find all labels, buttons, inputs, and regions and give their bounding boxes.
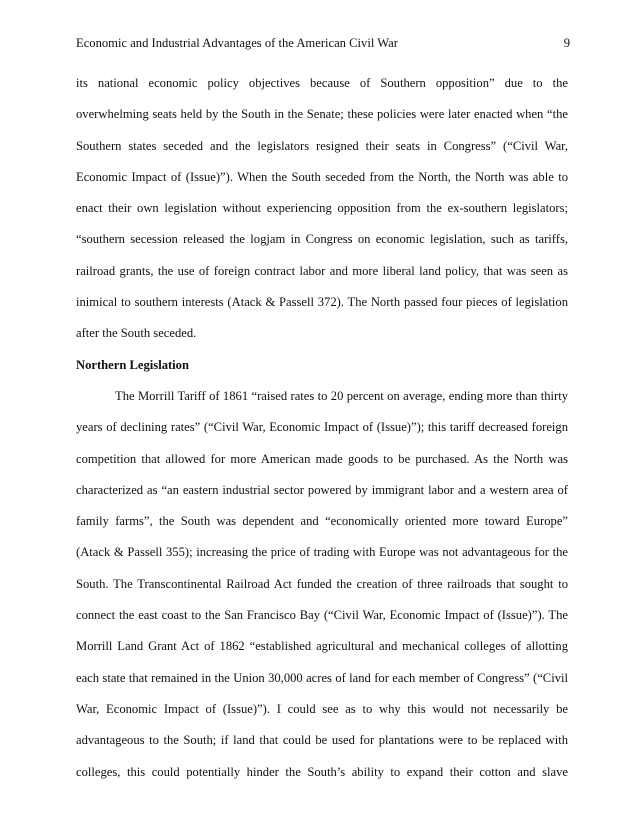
- body-line-last: after the South seceded.: [76, 326, 197, 341]
- body-line: Economic Impact of (Issue)”). When the South seceded from the North, the North was able to: [76, 169, 568, 184]
- body-line: connect the east coast to the San Francisco Bay (“Civil War, Economic Impact of (Issue)”). The: [76, 608, 568, 623]
- body-line: colleges, this could potentially hinder the South’s ability to expand their cotton and slave: [76, 764, 568, 779]
- body-line: years of declining rates” (“Civil War, Economic Impact of (Issue)”); this tariff decreased foreign: [76, 420, 568, 435]
- body-line: competition that allowed for more American made goods to be purchased. As the North was: [76, 451, 568, 466]
- body-line: War, Economic Impact of (Issue)”). I could see as to why this would not necessarily be: [76, 701, 568, 716]
- section-heading: Northern Legislation: [76, 357, 189, 372]
- body-text: [76, 73, 568, 793]
- body-line: inimical to southern interests (Atack & Passell 372). The North passed four pieces of legislation: [76, 295, 568, 310]
- running-head-title: Economic and Industrial Advantages of the American Civil War: [76, 36, 398, 50]
- body-line: “southern secession released the logjam in Congress on economic legislation, such as tariffs,: [76, 232, 568, 247]
- body-line: characterized as “an eastern industrial sector powered by immigrant labor and a western area of: [76, 482, 568, 497]
- body-line: each state that remained in the Union 30,000 acres of land for each member of Congress” (“Civil: [76, 670, 568, 685]
- body-line: Southern states seceded and the legislators resigned their seats in Congress” (“Civil War,: [76, 138, 568, 153]
- body-line: railroad grants, the use of foreign contract labor and more liberal land policy, that was seen as: [76, 263, 568, 278]
- body-line-indented: The Morrill Tariff of 1861 “raised rates to 20 percent on average, ending more than thirty: [115, 388, 568, 403]
- body-line: advantageous to the South; if land that could be used for plantations were to be replaced with: [76, 733, 568, 748]
- body-line: Morrill Land Grant Act of 1862 “established agricultural and mechanical colleges of allotting: [76, 639, 568, 654]
- body-line: enact their own legislation without experiencing opposition from the ex-southern legislators;: [76, 201, 568, 216]
- page-number: 9: [563, 36, 570, 50]
- body-line: South. The Transcontinental Railroad Act funded the creation of three railroads that sought to: [76, 576, 568, 591]
- body-line: overwhelming seats held by the South in the Senate; these policies were later enacted when “the: [76, 107, 568, 122]
- body-line: (Atack & Passell 355); increasing the price of trading with Europe was not advantageous for the: [76, 545, 568, 560]
- body-line: family farms”, the South was dependent and “economically oriented more toward Europe”: [76, 514, 568, 529]
- body-line: its national economic policy objectives because of Southern opposition” due to the: [76, 76, 568, 90]
